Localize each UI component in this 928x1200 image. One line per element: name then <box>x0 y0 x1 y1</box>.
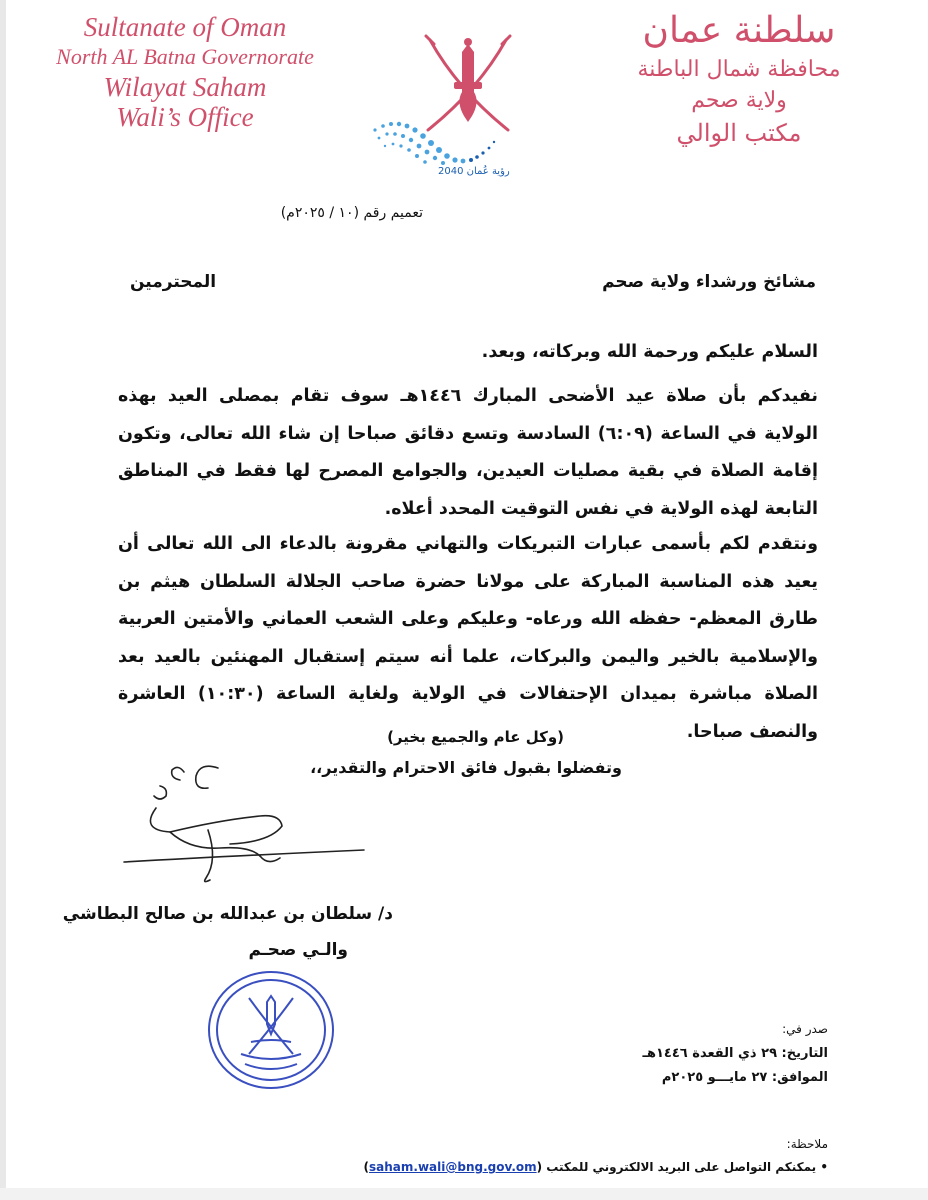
date-hijri: التاريخ: ٢٩ ذي القعدة ١٤٤٦هـ <box>642 1046 828 1061</box>
note-email-wrapper: (saham.wali@bng.gov.om) <box>363 1160 543 1174</box>
page-edge <box>0 0 6 1200</box>
handwritten-signature <box>110 760 370 890</box>
vision-2040-logo-icon <box>365 110 525 190</box>
honorific: المحترمين <box>130 272 217 292</box>
note-text: • يمكنكم التواصل على البريد الالكتروني للمكتب <box>546 1160 828 1174</box>
contact-email-link[interactable]: saham.wali@bng.gov.om <box>369 1160 537 1174</box>
page-bottom-edge <box>0 1188 928 1200</box>
official-stamp <box>205 968 337 1092</box>
body-paragraph-2: ونتقدم لكم بأسمى عبارات التبريكات والتهاني مقرونة بالدعاء الى الله تعالى أن يعيد هذه المناسبة المباركة على مولانا حضرة صاحب الجلالة السلطان هيثم بن طارق المعظم- حفظه الله ورعاه- وعليكم وعلى الشعب العماني والأمتين العربية والإسلامية بالخير واليمن والبركات، علما أنه سيتم إستقبال المهنئين بالعيد بعد الصلاة مباشرة بميدان الإحتفالات في الولاية ولغاية الساعة (١٠:٣٠) العاشرة والنصف صباحا. <box>118 534 818 742</box>
letterhead-ar-wilayat: ولاية صحم <box>691 88 787 113</box>
date-gregorian: الموافق: ٢٧ مايـــو ٢٠٢٥م <box>661 1070 828 1085</box>
letterhead-en-country: Sultanate of Oman <box>83 12 287 42</box>
note-line <box>364 1160 828 1174</box>
signer-name: د/ سلطان بن عبدالله بن صالح البطاشي <box>62 904 393 924</box>
letterhead-en-office: Wali’s Office <box>116 102 254 132</box>
note-label: ملاحظة: <box>786 1137 828 1151</box>
letterhead-en-governorate: North AL Batna Governorate <box>56 44 314 69</box>
issued-label: صدر في: <box>782 1022 828 1036</box>
signer-title: والـي صحـم <box>248 940 348 960</box>
letterhead-ar-governorate: محافظة شمال الباطنة <box>637 57 841 82</box>
letterhead-ar-office: مكتب الوالي <box>676 119 802 147</box>
addressee: مشائخ ورشداء ولاية صحم <box>602 272 816 292</box>
body-paragraph-1: نفيدكم بأن صلاة عيد الأضحى المبارك ١٤٤٦هـ سوف تقام بمصلى العيد بهذه الولاية في الساعة (٦:٠٩) السادسة وتسع دقائق صباحا إن شاء الله تعالى، وتكون إقامة الصلاة في بقية مصليات العيدين، والجوامع المصرح لها فقط في المناطق التابعة لهذه الولاية في نفس التوقيت المحدد أعلاه. <box>118 386 819 519</box>
arabic-letterhead <box>574 8 904 150</box>
closing-regards: وتفضلوا بقبول فائق الاحترام والتقدير،، <box>310 758 622 777</box>
closing-wish: (وكل عام والجميع بخير) <box>387 728 564 746</box>
letterhead-en-wilayat: Wilayat Saham <box>103 72 267 102</box>
circular-number: تعميم رقم (١٠ / ٢٠٢٥م) <box>280 205 423 221</box>
greeting: السلام عليكم ورحمة الله وبركاته، وبعد. <box>481 342 818 362</box>
english-letterhead <box>40 12 330 132</box>
letterhead-ar-country: سلطنة عمان <box>642 10 836 51</box>
vision-2040-logo-text: رؤية عُمان 2040 <box>438 166 510 177</box>
